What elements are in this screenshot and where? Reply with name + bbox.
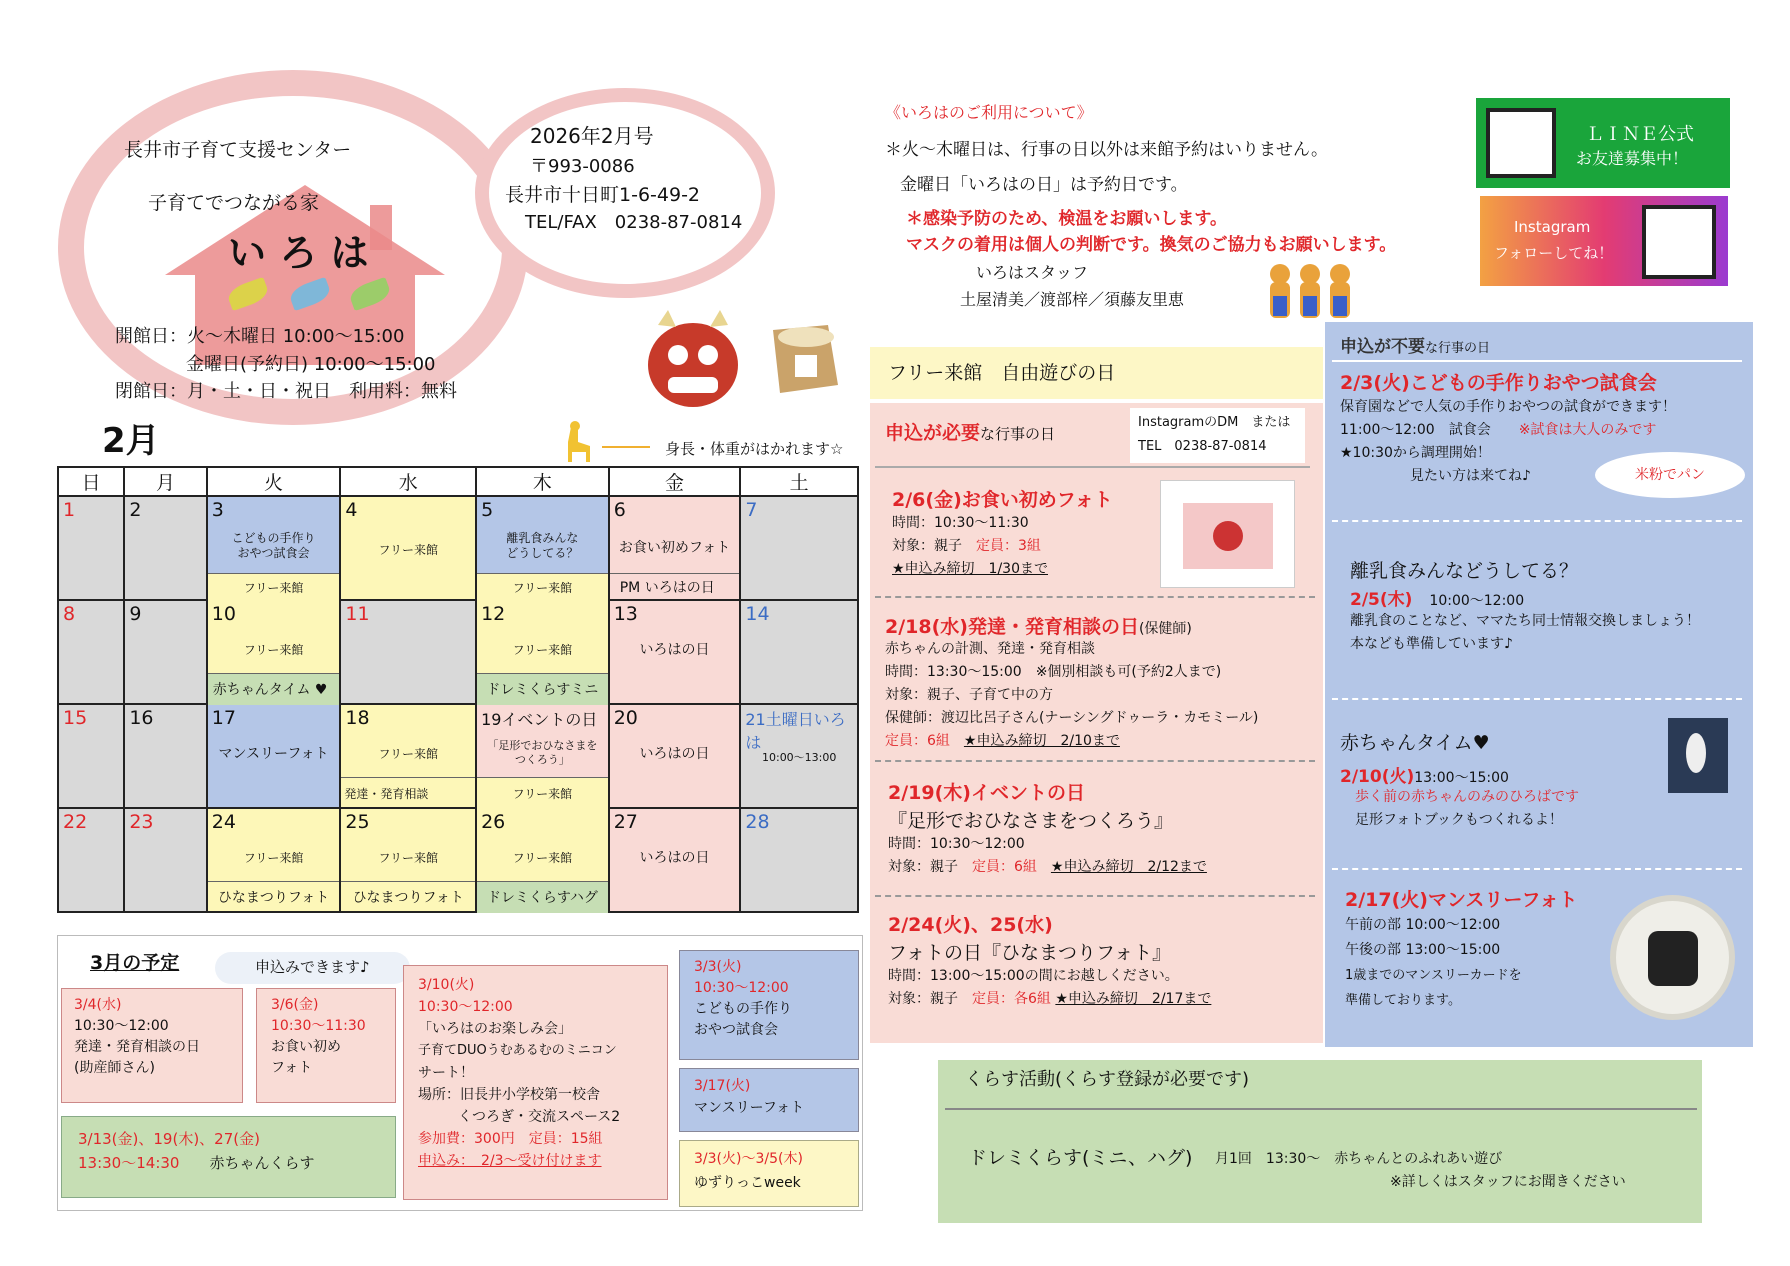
- day-cell: 19イベントの日 「足形でおひなさまを つくろう」 フリー来館: [476, 704, 609, 808]
- kokeshi-icon: [1265, 260, 1355, 320]
- event-title: 離乳食みんなどうしてる？: [1350, 560, 1579, 582]
- usage-line1: ＊火～木曜日は、行事の日以外は来館予約はいりません。: [885, 140, 1329, 160]
- event-subtitle: フォトの日『ひなまつりフォト』: [888, 942, 1172, 964]
- usage-title: 《いろはのご利用について》: [885, 103, 1093, 122]
- event-title: 2/19(木)イベントの日: [888, 782, 1085, 804]
- qr-code-icon: [1486, 108, 1556, 178]
- event-title: 2/18(水)発達・発育相談の日(保健師): [885, 616, 1192, 638]
- month-title: 2月: [102, 421, 160, 461]
- weekday-sat: 土: [740, 467, 858, 496]
- insta-label: Instagram: [1514, 218, 1591, 236]
- event-subtitle: 『足形でおひなさまをつくろう』: [888, 810, 1174, 832]
- line-label: ＬＩＮＥ公式: [1586, 124, 1694, 145]
- calendar-table: [57, 466, 859, 913]
- day-cell: 7: [740, 496, 858, 600]
- event-title: 赤ちゃんタイム♥: [1340, 732, 1490, 754]
- staff-label: いろはスタッフ: [976, 263, 1089, 282]
- footprint-image: [1668, 718, 1728, 793]
- march-box-2: 3/6(金) 10:30～11:30 お食い初め フォト: [256, 988, 396, 1103]
- day-cell: 9: [124, 600, 206, 704]
- measure-note: 身長・体重がはかれます☆: [665, 440, 844, 458]
- instagram-banner[interactable]: [1480, 196, 1728, 286]
- staff-names: 土屋清美／渡部梓／須藤友里恵: [960, 290, 1185, 309]
- monthly-photo-image: [1610, 895, 1735, 1020]
- day-cell: 26 フリー来館 ドレミくらすハグ: [476, 808, 609, 912]
- kurasu-title: くらす活動(くらす登録が必要です): [965, 1069, 1250, 1090]
- march-box-7: 3/13(金)、19(木)、27(金) 13:30～14:30 赤ちゃんくらす: [61, 1116, 396, 1198]
- need-title: 申込が必要な行事の日: [885, 422, 1056, 444]
- march-box-1: 3/4(水) 10:30～12:00 発達・発育相談の日 (助産師さん): [61, 988, 243, 1103]
- friday-hours: 金曜日(予約日) 10:00～15:00: [186, 354, 436, 375]
- kurasu-name: ドレミくらす(ミニ、ハグ): [968, 1147, 1193, 1169]
- day-cell: 16: [124, 704, 206, 808]
- day-cell: 11: [340, 600, 476, 704]
- march-box-3: 3/10(火) 10:30～12:00 「いろはのお楽しみ会」 子育てDUOうむあるむのミニコン サート！ 場所：旧長井小学校第一校舎 くつろぎ・交流スペース2 参加費：300円 定員：15組 申込み： 2/3～受け付けます: [403, 965, 668, 1200]
- arrow: [602, 446, 650, 448]
- day-cell: 2: [124, 496, 206, 600]
- day-cell: 27 いろはの日: [609, 808, 741, 912]
- line-banner[interactable]: [1476, 98, 1730, 188]
- issue: 2026年2月号: [530, 124, 654, 148]
- usage-line2: 金曜日「いろはの日」は予約日です。: [900, 175, 1188, 195]
- weekday-thu: 木: [476, 467, 609, 496]
- qr-code-icon: [1642, 205, 1716, 279]
- bean-box-icon: [768, 315, 843, 405]
- march-title: 3月の予定: [90, 952, 180, 974]
- usage-line3: ＊感染予防のため、検温をお願いします。: [906, 209, 1227, 229]
- usage-line4: マスクの着用は個人の判断です。換気のご協力もお願いします。: [906, 235, 1397, 255]
- tagline: 子育てでつながる家: [148, 192, 320, 214]
- tel: TEL/FAX 0238-87-0814: [525, 212, 743, 233]
- day-cell: 3 こどもの手作り おやつ試食会 フリー来館: [207, 496, 341, 600]
- weekday-wed: 水: [340, 467, 476, 496]
- march-box-5: 3/17(火) マンスリーフォト: [679, 1068, 859, 1132]
- day-cell: 5 離乳食みんな どうしてる？ フリー来館: [476, 496, 609, 600]
- day-cell: 6 お食い初めフォト PM いろはの日: [609, 496, 741, 600]
- event-title: 2/17(火)マンスリーフォト: [1345, 889, 1578, 911]
- oni-icon: [638, 305, 758, 415]
- line-sub: お友達募集中！: [1576, 149, 1689, 168]
- day-cell: 10 フリー来館 赤ちゃんタイム ♥: [207, 600, 341, 704]
- day-cell: 22: [58, 808, 124, 912]
- day-cell: 4 フリー来館: [340, 496, 476, 600]
- event-title: 2/3(火)こどもの手作りおやつ試食会: [1340, 372, 1657, 394]
- kurasu-note: ※詳しくはスタッフにお聞きください: [1390, 1174, 1626, 1190]
- day-cell: 24 フリー来館 ひなまつりフォト: [207, 808, 341, 912]
- weekday-mon: 月: [124, 467, 206, 496]
- weekday-fri: 金: [609, 467, 741, 496]
- day-cell: 28: [740, 808, 858, 912]
- weekday-tue: 火: [207, 467, 341, 496]
- kurasu-detail: 月1回 13:30～ 赤ちゃんとのふれあい遊び: [1215, 1151, 1503, 1167]
- postal-code: 〒993-0086: [530, 156, 635, 177]
- center-name: 長井市子育て支援センター: [124, 139, 352, 161]
- day-cell: 13 いろはの日: [609, 600, 741, 704]
- day-cell: 23: [124, 808, 206, 912]
- free-visit-title: フリー来館 自由遊びの日: [888, 362, 1116, 384]
- day-cell: 8: [58, 600, 124, 704]
- photo-image: [1160, 480, 1295, 588]
- address: 長井市十日町1-6-49-2: [505, 184, 701, 206]
- march-box-6: 3/3(火)～3/5(木) ゆずりっこweek: [679, 1140, 859, 1207]
- weekday-sun: 日: [58, 467, 124, 496]
- apply-note: 申込みできます♪: [215, 952, 410, 984]
- insta-sub: フォローしてね！: [1494, 244, 1614, 262]
- closed-days: 閉館日：月・土・日・祝日 利用料：無料: [115, 381, 457, 402]
- day-cell: 17 マンスリーフォト: [207, 704, 341, 808]
- day-cell: 15: [58, 704, 124, 808]
- day-cell: 12 フリー来館 ドレミくらすミニ: [476, 600, 609, 704]
- noneed-title: 申込が不要な行事の日: [1340, 337, 1491, 357]
- day-cell: 1: [58, 496, 124, 600]
- facility-name: い ろ は: [228, 231, 369, 275]
- open-days: 開館日：火～木曜日 10:00～15:00: [115, 326, 405, 347]
- day-cell: 18 フリー来館 発達・発育相談: [340, 704, 476, 808]
- event-title: 2/6(金)お食い初めフォト: [892, 489, 1113, 511]
- day-cell: 21土曜日いろは 10:00～13:00: [740, 704, 858, 808]
- badge: 米粉でパン: [1595, 452, 1745, 498]
- giraffe-icon: [560, 420, 594, 464]
- contact-box: InstagramのDM または TEL 0238-87-0814: [1130, 408, 1305, 463]
- event-title: 2/24(火)、25(水): [888, 914, 1053, 936]
- day-cell: 20 いろはの日: [609, 704, 741, 808]
- day-cell: 14: [740, 600, 858, 704]
- march-box-4: 3/3(火) 10:30～12:00 こどもの手作り おやつ試食会: [679, 950, 859, 1060]
- day-cell: 25 フリー来館 ひなまつりフォト: [340, 808, 476, 912]
